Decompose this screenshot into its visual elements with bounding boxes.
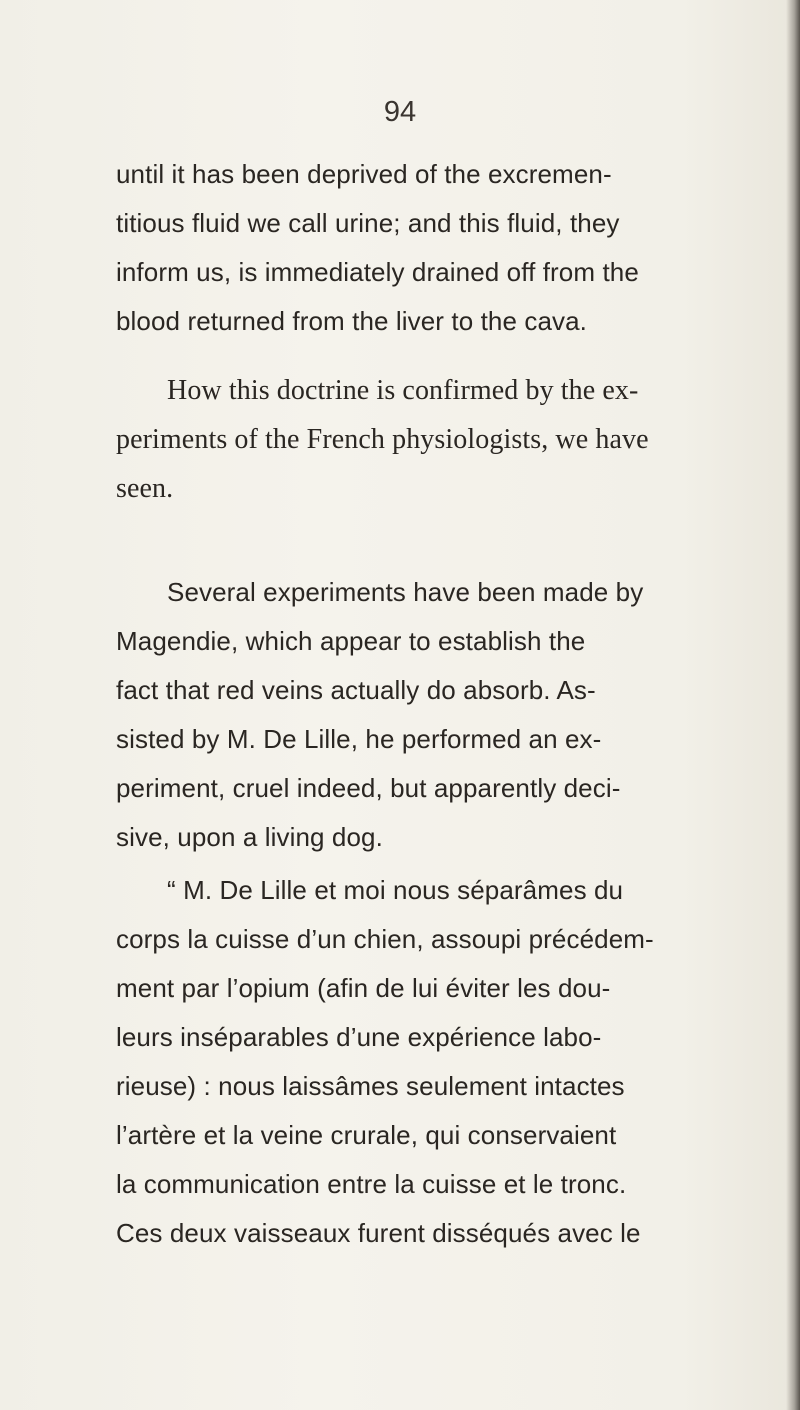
text-line: la communication entre la cuisse et le tronc.	[116, 1169, 627, 1199]
text-line: seen.	[116, 473, 174, 504]
text-line: “ M. De Lille et moi nous séparâmes du	[167, 875, 624, 905]
text-line: ment par l’opium (afin de lui éviter les dou-	[116, 973, 611, 1003]
paragraph-1	[116, 150, 756, 346]
text-line: fact that red veins actually do absorb. As-	[116, 675, 596, 705]
text-line: Magendie, which appear to establish the	[116, 626, 586, 656]
text-line: blood returned from the liver to the cava.	[116, 306, 588, 336]
text-line: leurs inséparables d’une expérience labo-	[116, 1022, 602, 1052]
paragraph-4-french-quotation	[116, 866, 756, 1258]
text-line: l’artère et la veine crurale, qui conservaient	[116, 1120, 617, 1150]
text-line: Ces deux vaisseaux furent disséqués avec le	[116, 1218, 641, 1248]
page-edge-shadow	[786, 0, 800, 1410]
text-line: sisted by M. De Lille, he performed an ex-	[116, 724, 602, 754]
text-line: until it has been deprived of the excremen-	[116, 159, 612, 189]
paragraph-3	[116, 568, 756, 862]
page-number: 94	[383, 96, 417, 128]
text-line: Several experiments have been made by	[167, 577, 644, 607]
text-line: How this doctrine is confirmed by the ex-	[167, 375, 639, 406]
text-line: corps la cuisse d’un chien, assoupi précédem-	[116, 924, 654, 954]
text-line: titious fluid we call urine; and this fluid, they	[116, 208, 620, 238]
text-line: inform us, is immediately drained off from the	[116, 257, 639, 287]
paragraph-2	[116, 366, 756, 513]
text-line: sive, upon a living dog.	[116, 822, 383, 852]
text-line: rieuse) : nous laissâmes seulement intactes	[116, 1071, 625, 1101]
text-line: periments of the French physiologists, we have	[116, 424, 649, 455]
text-line: periment, cruel indeed, but apparently deci-	[116, 773, 621, 803]
